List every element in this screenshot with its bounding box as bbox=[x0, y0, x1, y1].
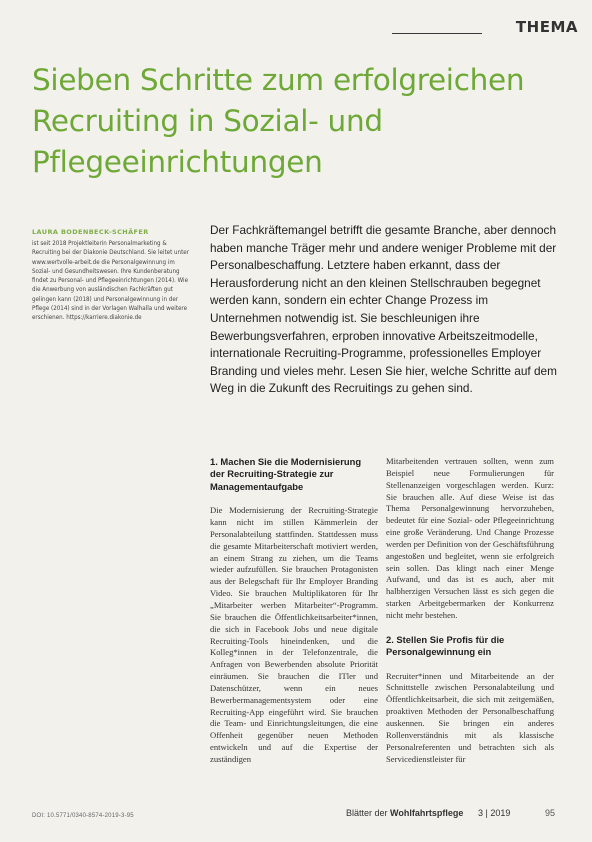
doi-reference: DOI: 10.5771/0340-8574-2019-3-95 bbox=[32, 813, 134, 819]
author-sidebar bbox=[32, 228, 192, 323]
section-heading-2: 2. Stellen Sie Profis für die Personalgewinnung ein bbox=[386, 633, 505, 658]
body-column-right bbox=[386, 456, 554, 765]
header-rule bbox=[392, 33, 482, 34]
issue-number: 3 | 2019 bbox=[478, 808, 511, 818]
author-name: LAURA BODENBECK-SCHÄFER bbox=[32, 228, 149, 236]
page-number: 95 bbox=[545, 808, 556, 818]
section-heading-1: 1. Machen Sie die Modernisierung der Recruiting-Strategie zur Managementaufgabe bbox=[210, 456, 362, 492]
body-column-left bbox=[210, 456, 378, 766]
section-text-2: Recruiter*innen und Mitarbeitende an der Schnittstelle zwischen Personalabteilung und Öffentlichkeitsarbeit, die sich mit zeitgemäßen, proaktiven Methoden der Personalbeschaffung auskennen. Sie bringen ein anderes Rollenverständnis mit als klassische Personalreferenten und betrachten sich als Servicedienstleister für bbox=[386, 670, 554, 764]
section-label: THEMA bbox=[515, 18, 578, 36]
journal-name-bold: Wohlfahrtspflege bbox=[390, 808, 464, 818]
journal-name bbox=[346, 808, 463, 818]
lead-paragraph: Der Fachkräftemangel betrifft die gesamte Branche, aber dennoch haben manche Träger mehr und andere weniger Probleme mit der Personalbeschaffung. Letztere haben erkannt, dass der Herausforderung nicht an den kleinen Stellschrauben begegnet werden kann, sondern ein echter Change Prozess im Unternehmen notwendig ist. Sie beschleunigen ihre Bewerbungsverfahren, erproben innovative Arbeitszeitmodelle, internationale Recruiting-Programme, professionelles Employer Branding und vieles mehr. Lesen Sie hier, welche Schritte auf dem Weg in die Zukunft des Recruitings zu gehen sind. bbox=[210, 223, 557, 396]
author-bio: ist seit 2018 Projektleiterin Personalmarketing & Recruiting bei der Diakonie Deutschland. Sie leitet unter www.wertvolle-arbeit.de die Personalgewinnung im Sozial- und Gesundheitswesen. Ihre Kundenberatung findet zu Personal- und Pflegeeinrichtungen (2014). Wie die Anwerbung von ausländischen Fachkräften gut gelingen kann (2018) und Personalgewinnung in der Pflege (2014) sind in der Vorlagen Walhalla und weitere erschienen. https://karriere.diakonie.de bbox=[32, 240, 189, 322]
section-text-1: Die Modernisierung der Recruiting-Strategie kann nicht im stillen Kämmerlein der Personalabteilung stattfinden. Stattdessen muss die gesamte Mitarbeiterschaft motiviert werden, an einem Strang zu ziehen, um die Teams wieder aufzufüllen. Sie brauchen Protagonisten aus der Belegschaft für Ihr Employer Branding Video. Sie brauchen Multiplikatoren für Ihr „Mitarbeiter werben Mitarbeiter“-Programm. Sie brauchen die Öffentlichkeitsarbeiter*innen, die sich in Facebook Jobs und neue digitale Recruiting-Tools hineindenken, und die Kolleg*innen in der Telefonzentrale, die Anfragen von Bewerbenden absolute Priorität einräumen. Sie brauchen die ITler und Datenschützer, wenn ein neues Bewerbermanagementsystem oder eine Recruiting-App eingeführt wird. Sie brauchen die Team- und Einrichtungsleitungen, die eine Offenheit gegenüber neuen Methoden entwickeln und auf die Expertise der zuständigen bbox=[210, 505, 378, 764]
section-text-1-continued: Mitarbeitenden vertrauen sollten, wenn zum Beispiel neue Formulierungen für Stellenanzeigen vorgeschlagen werden. Kurz: Sie brauchen alle. Auf diese Weise ist das Thema Personalgewinnung hervorzuheben, bedeutet für eine Sozial- oder Pflegeeinrichtung eine große Veränderung. Und Change Prozesse werden per Definition von der Geschäftsführung angestoßen und begleitet, wenn sie erfolgreich sein sollen. Das klingt nach einer Menge Aufwand, und das ist es auch, aber mit halbherzigen Versuchen lässt es sich gegen die starken Arbeitgebermarken der Konkurrenz nicht mehr bestehen. bbox=[386, 456, 554, 620]
journal-prefix: Blätter der bbox=[346, 808, 391, 818]
article-title: Sieben Schritte zum erfolgreichen Recruiting in Sozial- und Pflegeeinrichtungen bbox=[32, 63, 525, 179]
